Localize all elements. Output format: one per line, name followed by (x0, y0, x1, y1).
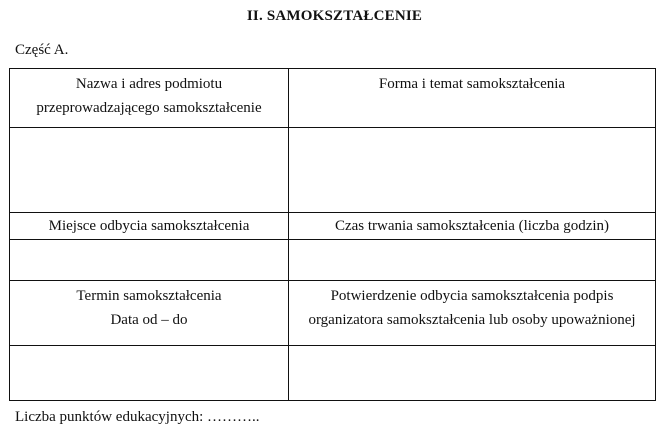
table-row-header-2 (10, 213, 656, 240)
header-confirmation-line-2: organizatora samokształcenia lub osoby upoważnionej (308, 312, 636, 328)
header-provider-name-address (10, 69, 289, 128)
table-row-header-3 (10, 281, 656, 346)
section-title: II. SAMOKSZTAŁCENIE (246, 8, 423, 24)
provider-name-address-field[interactable] (10, 128, 289, 213)
header-provider-line-1: Nazwa i adres podmiotu (75, 76, 223, 92)
location-field[interactable] (10, 240, 289, 281)
table-row-entry-3 (10, 346, 656, 401)
header-date-line-1: Termin samokształcenia (76, 288, 222, 304)
header-form-topic (289, 69, 656, 128)
duration-field[interactable] (289, 240, 656, 281)
header-location-line-1: Miejsce odbycia samokształcenia (48, 218, 250, 234)
header-duration-line-1: Czas trwania samokształcenia (liczba godzin) (334, 218, 610, 234)
header-confirmation-line-1: Potwierdzenie odbycia samokształcenia podpis (330, 288, 614, 304)
table-row-header-1 (10, 69, 656, 128)
date-range-field[interactable] (10, 346, 289, 401)
education-points-line: Liczba punktów edukacyjnych: ……….. (15, 409, 260, 425)
form-topic-field[interactable] (289, 128, 656, 213)
confirmation-signature-field[interactable] (289, 346, 656, 401)
header-date (10, 281, 289, 346)
part-label: Część A. (15, 42, 69, 58)
self-education-table (9, 68, 656, 401)
table-row-entry-2 (10, 240, 656, 281)
header-form-topic-line-1: Forma i temat samokształcenia (378, 76, 566, 92)
header-date-line-2: Data od – do (110, 312, 188, 328)
table-row-entry-1 (10, 128, 656, 213)
header-provider-line-2: przeprowadzającego samokształcenie (36, 100, 262, 116)
header-duration (289, 213, 656, 240)
header-location (10, 213, 289, 240)
header-confirmation (289, 281, 656, 346)
